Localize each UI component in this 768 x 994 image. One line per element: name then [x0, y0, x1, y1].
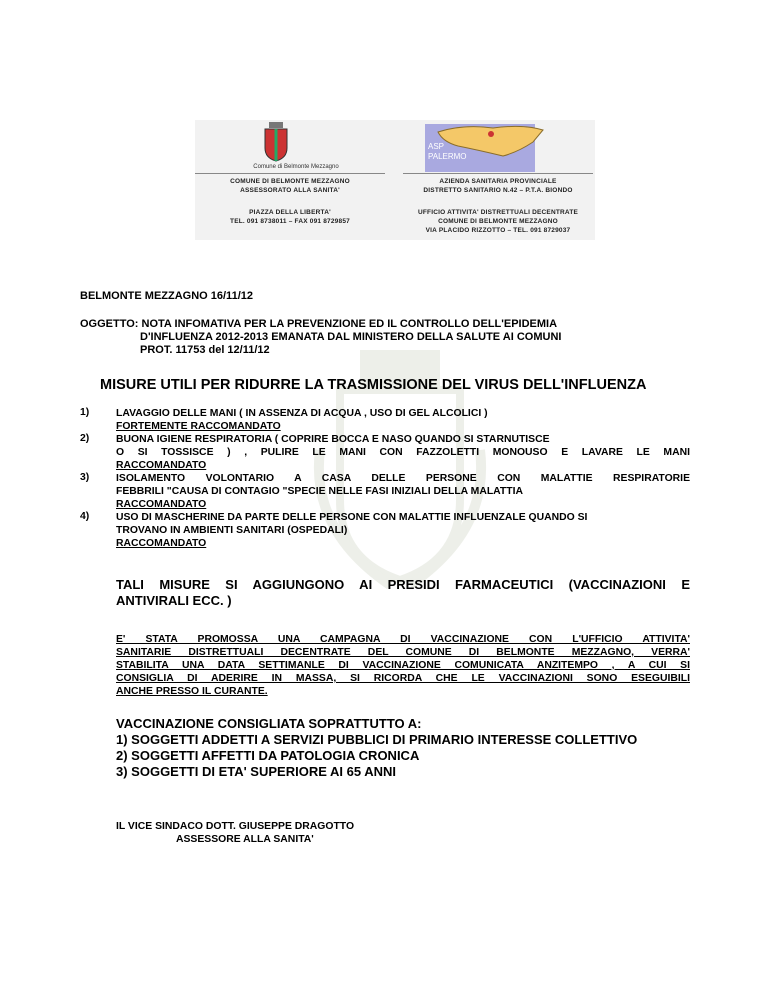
- measure-2-number: 2): [80, 433, 90, 444]
- main-heading: MISURE UTILI PER RIDURRE LA TRASMISSIONE DEL VIRUS DELL'INFLUENZA: [100, 377, 647, 393]
- letterhead-left: [195, 120, 395, 240]
- measure-2-text-line1: BUONA IGIENE RESPIRATORIA ( COPRIRE BOCCA E NASO QUANDO SI STARNUTISCE: [116, 434, 550, 445]
- asp-label-line1: ASP: [428, 142, 445, 151]
- vaccinazione-title: VACCINAZIONE CONSIGLIATA SOPRATTUTTO A:: [116, 716, 422, 731]
- crest-watermark: [300, 330, 500, 590]
- campagna-line1: E' STATA PROMOSSA UNA CAMPAGNA DI VACCINAZIONE CON L'UFFICIO ATTIVITA': [116, 634, 690, 645]
- measure-4-text-line1: USO DI MASCHERINE DA PARTE DELLE PERSONE CON MALATTIE INFLUENZALE QUANDO SI: [116, 512, 588, 523]
- letterhead-divider: [195, 173, 385, 174]
- measure-3-number: 3): [80, 472, 90, 483]
- asp-ufficio: UFFICIO ATTIVITA' DISTRETTUALI DECENTRATE: [417, 209, 579, 216]
- measure-3-text-line2: FEBBRILI "CAUSA DI CONTAGIO "SPECIE NELLE FASI INIZIALI DELLA MALATTIA: [116, 486, 523, 497]
- oggetto-line3: PROT. 11753 del 12/11/12: [140, 344, 270, 356]
- asp-logo-text: [428, 142, 467, 162]
- assessorato: ASSESSORATO ALLA SANITA': [240, 187, 340, 194]
- campagna-line2: SANITARIE DISTRETTUALI DECENTRATE DEL COMUNE DI BELMONTE MEZZAGNO, VERRA': [116, 647, 690, 658]
- comune-caption: Comune di Belmonte Mezzagno: [253, 164, 339, 170]
- comune-crest-logo: [261, 122, 291, 162]
- measure-1-rating: FORTEMENTE RACCOMANDATO: [116, 421, 281, 432]
- vaccinazione-item-1: 1) SOGGETTI ADDETTI A SERVIZI PUBBLICI DI PRIMARIO INTERESSE COLLETTIVO: [116, 732, 638, 747]
- comune-phone: TEL. 091 8738011 – FAX 091 8729857: [230, 218, 350, 225]
- comune-address: PIAZZA DELLA LIBERTA': [249, 209, 331, 216]
- letterhead-divider-right: [403, 173, 593, 174]
- asp-address: VIA PLACIDO RIZZOTTO – TEL. 091 8729037: [425, 227, 571, 234]
- date-line: BELMONTE MEZZAGNO 16/11/12: [80, 290, 253, 302]
- oggetto-line1: OGGETTO: NOTA INFOMATIVA PER LA PREVENZIONE ED IL CONTROLLO DELL'EPIDEMIA: [80, 318, 558, 330]
- asp-name: AZIENDA SANITARIA PROVINCIALE: [439, 178, 557, 185]
- oggetto-line2: D'INFLUENZA 2012-2013 EMANATA DAL MINISTERO DELLA SALUTE AI COMUNI: [140, 331, 562, 343]
- measure-2-rating: RACCOMANDATO: [116, 460, 207, 471]
- vaccinazione-item-3: 3) SOGGETTI DI ETA' SUPERIORE AI 65 ANNI: [116, 764, 396, 779]
- measure-2-text-line2: O SI TOSSISCE ) , PULIRE LE MANI CON FAZZOLETTI MONOUSO E LAVARE LE MANI: [116, 447, 690, 458]
- measure-1-number: 1): [80, 407, 90, 418]
- measure-3-text-line1: ISOLAMENTO VOLONTARIO A CASA DELLE PERSONE CON MALATTIE RESPIRATORIE: [116, 473, 690, 484]
- vaccinazione-item-2: 2) SOGGETTI AFFETTI DA PATOLOGIA CRONICA: [116, 748, 420, 763]
- measure-4-text-line2: TROVANO IN AMBIENTI SANITARI (OSPEDALI): [116, 525, 348, 536]
- campagna-line5: ANCHE PRESSO IL CURANTE.: [116, 686, 268, 697]
- letterhead-right: [395, 120, 595, 240]
- measure-1-text: LAVAGGIO DELLE MANI ( IN ASSENZA DI ACQUA , USO DI GEL ALCOLICI ): [116, 408, 488, 419]
- asp-comune: COMUNE DI BELMONTE MEZZAGNO: [438, 218, 558, 225]
- measure-4-number: 4): [80, 511, 90, 522]
- campagna-line4: CONSIGLIA DI ADERIRE IN MASSA, SI RICORDA CHE LE VACCINAZIONI SONO ESEGUIBILI: [116, 673, 690, 684]
- letterhead: [195, 120, 595, 245]
- comune-name: COMUNE DI BELMONTE MEZZAGNO: [230, 178, 350, 185]
- asp-distretto: DISTRETTO SANITARIO N.42 – P.T.A. BIONDO: [423, 187, 573, 194]
- measure-3-rating: RACCOMANDATO: [116, 499, 207, 510]
- campagna-line3: STABILITA UNA DATA SETTIMANLE DI VACCINAZIONE COMUNICATA ANZITEMPO , A CUI SI: [116, 660, 690, 671]
- asp-label-line2: PALERMO: [428, 152, 467, 161]
- signature-line2: ASSESSORE ALLA SANITA': [176, 834, 314, 845]
- signature-line1: IL VICE SINDACO DOTT. GIUSEPPE DRAGOTTO: [116, 821, 355, 832]
- tali-misure-line2: ANTIVIRALI ECC. ): [116, 593, 232, 608]
- measure-4-rating: RACCOMANDATO: [116, 538, 207, 549]
- tali-misure-line1: TALI MISURE SI AGGIUNGONO AI PRESIDI FARMACEUTICI (VACCINAZIONI E: [116, 577, 690, 592]
